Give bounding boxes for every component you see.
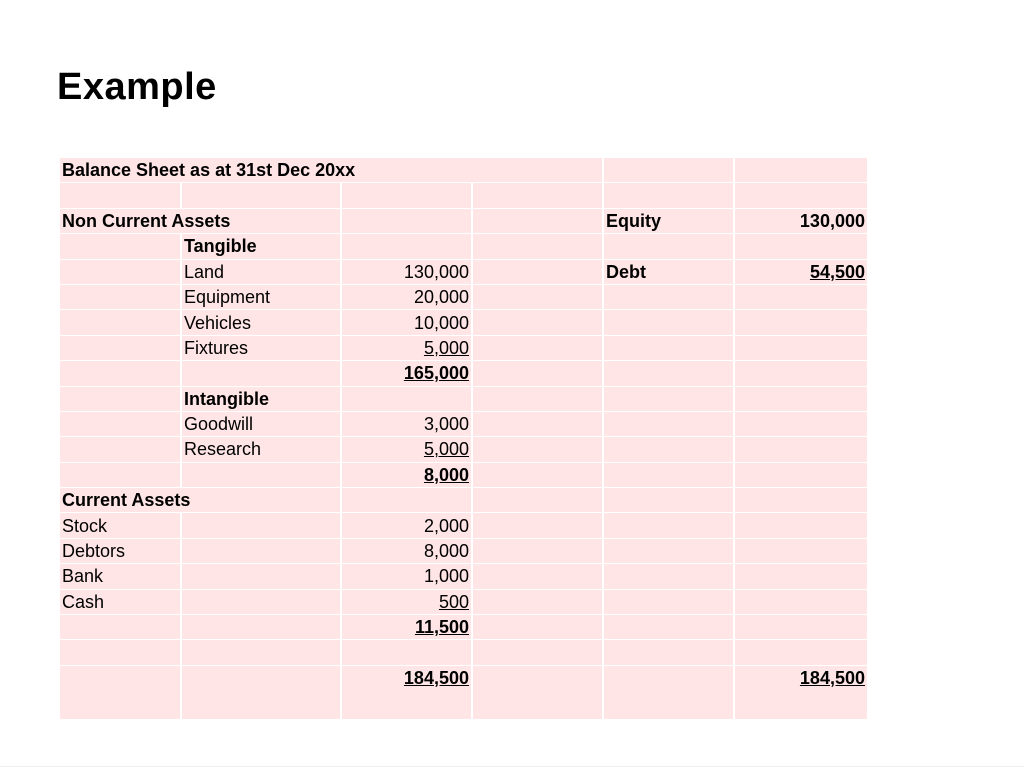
non-current-assets-label: Non Current Assets: [60, 209, 342, 234]
table-row: [60, 463, 867, 488]
table-row: [60, 412, 867, 437]
asset-name: Stock: [60, 513, 182, 538]
tangible-label: Tangible: [182, 234, 342, 259]
footer-divider: [0, 766, 1024, 767]
table-row: [60, 387, 867, 412]
table-row: [60, 666, 867, 720]
asset-name: Vehicles: [182, 310, 342, 335]
asset-name: Research: [182, 437, 342, 462]
tangible-total: 165,000: [403, 363, 469, 384]
total-assets: 184,500: [403, 667, 469, 688]
table-row: [60, 640, 867, 665]
asset-name: Cash: [60, 590, 182, 615]
asset-name: Equipment: [182, 285, 342, 310]
table-row: [60, 209, 867, 234]
table-row: [60, 590, 867, 615]
asset-value: 5,000: [423, 439, 469, 460]
asset-name: Fixtures: [182, 336, 342, 361]
balance-sheet-table: [60, 158, 867, 720]
asset-value: 130,000: [342, 260, 473, 285]
table-row: [60, 336, 867, 361]
equity-label: Equity: [604, 209, 735, 234]
intangible-label: Intangible: [182, 387, 342, 412]
asset-name: Goodwill: [182, 412, 342, 437]
asset-value: 500: [438, 591, 469, 612]
balance-sheet-heading: Balance Sheet as at 31st Dec 20xx: [60, 158, 604, 183]
asset-value: 5,000: [423, 337, 469, 358]
table-row: [60, 234, 867, 259]
table-row: [60, 260, 867, 285]
asset-value: 1,000: [342, 564, 473, 589]
asset-value: 2,000: [342, 513, 473, 538]
table-row: [60, 183, 867, 208]
intangible-total: 8,000: [423, 464, 469, 485]
current-assets-label: Current Assets: [60, 488, 342, 513]
equity-value: 130,000: [735, 209, 867, 234]
table-row: [60, 513, 867, 538]
table-row: [60, 310, 867, 335]
debt-value: 54,500: [809, 261, 865, 282]
asset-value: 20,000: [342, 285, 473, 310]
current-assets-total: 11,500: [414, 617, 469, 638]
slide-title: Example: [57, 66, 217, 108]
asset-value: 3,000: [342, 412, 473, 437]
total-liabilities: 184,500: [799, 667, 865, 688]
table-row: [60, 564, 867, 589]
asset-name: Land: [182, 260, 342, 285]
asset-value: 8,000: [342, 539, 473, 564]
table-row: [60, 285, 867, 310]
debt-label: Debt: [604, 260, 735, 285]
asset-name: Debtors: [60, 539, 182, 564]
asset-value: 10,000: [342, 310, 473, 335]
table-row: [60, 488, 867, 513]
table-row: [60, 539, 867, 564]
table-row: [60, 437, 867, 462]
table-row: [60, 615, 867, 640]
table-row: [60, 158, 867, 183]
table-row: [60, 361, 867, 386]
asset-name: Bank: [60, 564, 182, 589]
